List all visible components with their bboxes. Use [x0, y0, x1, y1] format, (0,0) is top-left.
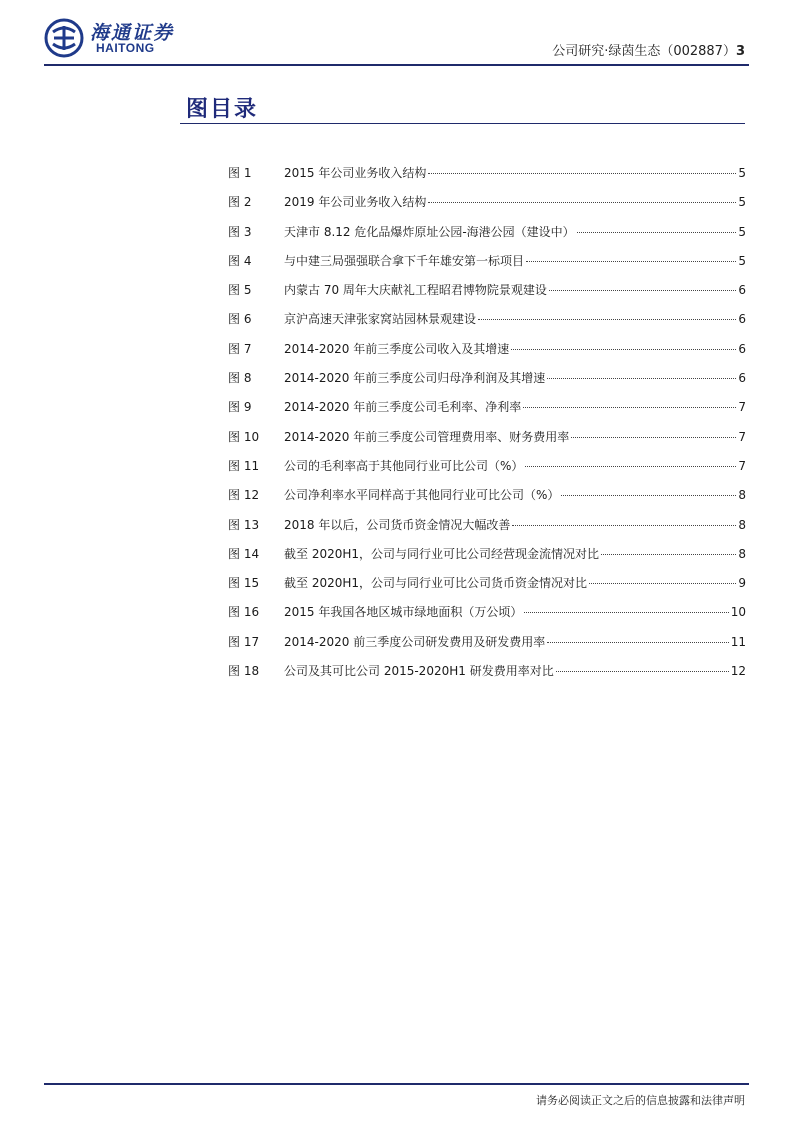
- toc-entry[interactable]: [228, 633, 746, 662]
- figure-page-number: 9: [738, 576, 746, 591]
- leader-dots: [428, 202, 736, 203]
- figure-page-number: 6: [738, 312, 746, 327]
- figure-caption: 2015 年公司业务收入结构: [284, 166, 427, 180]
- toc-entry[interactable]: [228, 369, 746, 398]
- figure-page-number: 6: [738, 341, 746, 356]
- figure-page-number: 5: [738, 224, 746, 239]
- toc-entry[interactable]: [228, 164, 746, 193]
- figure-number: 图 3: [228, 224, 252, 239]
- figure-caption: 2014-2020 前三季度公司研发费用及研发费用率: [284, 634, 546, 649]
- leader-dots: [525, 466, 736, 467]
- leader-dots: [523, 407, 736, 408]
- haitong-logo-icon: [44, 18, 84, 58]
- page-number: 3: [735, 44, 745, 59]
- toc-entry[interactable]: [228, 662, 746, 691]
- running-header: [552, 40, 745, 59]
- figure-number: 图 5: [228, 283, 252, 298]
- toc-entry[interactable]: [228, 281, 746, 310]
- leader-dots: [561, 495, 736, 496]
- toc-entry[interactable]: [228, 428, 746, 457]
- figure-caption: 2019 年公司业务收入结构: [284, 195, 427, 210]
- logo-english-name: HAITONG: [96, 41, 155, 55]
- report-label: 公司研究·绿茵生态（002887）: [552, 44, 736, 59]
- figure-number: 图 7: [228, 341, 252, 356]
- page-title: 图目录: [186, 97, 259, 122]
- figure-number: 图 13: [228, 517, 260, 532]
- figure-page-number: 5: [738, 253, 746, 268]
- header-divider: [44, 64, 749, 66]
- company-logo: [44, 16, 184, 56]
- figure-index-list: [228, 164, 746, 691]
- footer-divider: [44, 1083, 749, 1085]
- figure-page-number: 8: [738, 517, 746, 532]
- toc-entry[interactable]: [228, 516, 746, 545]
- figure-number: 图 16: [228, 605, 260, 620]
- footer-disclaimer: 请务必阅读正文之后的信息披露和法律声明: [536, 1094, 745, 1107]
- figure-number: 图 6: [228, 312, 252, 327]
- leader-dots: [601, 554, 736, 555]
- figure-page-number: 6: [738, 371, 746, 386]
- figure-number: 图 14: [228, 546, 260, 561]
- leader-dots: [512, 525, 736, 526]
- figure-number: 图 18: [228, 664, 260, 679]
- figure-page-number: 5: [738, 195, 746, 210]
- toc-entry[interactable]: [228, 340, 746, 369]
- toc-entry[interactable]: [228, 310, 746, 339]
- figure-caption: 2018 年以后，公司货币资金情况大幅改善: [284, 517, 511, 532]
- figure-number: 图 4: [228, 253, 252, 268]
- leader-dots: [547, 642, 728, 643]
- figure-caption: 2015 年我国各地区城市绿地面积（万公顷）: [284, 605, 523, 620]
- toc-entry[interactable]: [228, 252, 746, 281]
- toc-entry[interactable]: [228, 574, 746, 603]
- figure-page-number: 8: [738, 546, 746, 561]
- leader-dots: [577, 232, 737, 233]
- figure-number: 图 8: [228, 371, 252, 386]
- leader-dots: [524, 612, 728, 613]
- figure-page-number: 5: [738, 166, 746, 180]
- figure-caption: 2014-2020 年前三季度公司归母净利润及其增速: [284, 371, 546, 386]
- figure-caption: 截至 2020H1，公司与同行业可比公司经营现金流情况对比: [284, 546, 600, 561]
- figure-caption: 截至 2020H1，公司与同行业可比公司货币资金情况对比: [284, 576, 588, 591]
- figure-number: 图 1: [228, 166, 252, 180]
- logo-chinese-name: 海通证券: [90, 22, 175, 44]
- toc-entry[interactable]: [228, 545, 746, 574]
- toc-entry[interactable]: [228, 223, 746, 252]
- figure-caption: 内蒙古 70 周年大庆献礼工程昭君博物院景观建设: [284, 283, 547, 298]
- figure-caption: 公司净利率水平同样高于其他同行业可比公司（%）: [284, 488, 560, 503]
- figure-caption: 2014-2020 年前三季度公司收入及其增速: [284, 341, 510, 356]
- figure-page-number: 7: [738, 458, 746, 473]
- leader-dots: [428, 173, 736, 174]
- figure-number: 图 11: [228, 458, 260, 473]
- figure-number: 图 10: [228, 429, 260, 444]
- leader-dots: [547, 378, 736, 379]
- figure-caption: 京沪高速天津张家窝站园林景观建设: [284, 312, 477, 327]
- figure-page-number: 8: [738, 488, 746, 503]
- figure-caption: 天津市 8.12 危化品爆炸原址公园-海港公园（建设中）: [284, 224, 575, 239]
- title-divider: [180, 123, 745, 124]
- figure-caption: 2014-2020 年前三季度公司毛利率、净利率: [284, 400, 522, 415]
- toc-entry[interactable]: [228, 486, 746, 515]
- leader-dots: [511, 349, 736, 350]
- figure-number: 图 15: [228, 576, 260, 591]
- figure-page-number: 7: [738, 400, 746, 415]
- toc-entry[interactable]: [228, 193, 746, 222]
- figure-caption: 公司的毛利率高于其他同行业可比公司（%）: [284, 458, 524, 473]
- figure-page-number: 12: [730, 664, 746, 679]
- toc-entry[interactable]: [228, 398, 746, 427]
- figure-page-number: 10: [730, 605, 746, 620]
- figure-number: 图 17: [228, 634, 260, 649]
- leader-dots: [549, 290, 736, 291]
- figure-number: 图 12: [228, 488, 260, 503]
- leader-dots: [526, 261, 736, 262]
- leader-dots: [556, 671, 729, 672]
- toc-entry[interactable]: [228, 457, 746, 486]
- leader-dots: [571, 437, 736, 438]
- toc-entry[interactable]: [228, 603, 746, 632]
- leader-dots: [478, 319, 736, 320]
- figure-page-number: 11: [730, 634, 746, 649]
- figure-number: 图 2: [228, 195, 252, 210]
- figure-caption: 与中建三局强强联合拿下千年雄安第一标项目: [284, 253, 525, 268]
- figure-caption: 2014-2020 年前三季度公司管理费用率、财务费用率: [284, 429, 570, 444]
- figure-page-number: 7: [738, 429, 746, 444]
- figure-page-number: 6: [738, 283, 746, 298]
- figure-caption: 公司及其可比公司 2015-2020H1 研发费用率对比: [284, 664, 554, 679]
- figure-number: 图 9: [228, 400, 252, 415]
- leader-dots: [589, 583, 736, 584]
